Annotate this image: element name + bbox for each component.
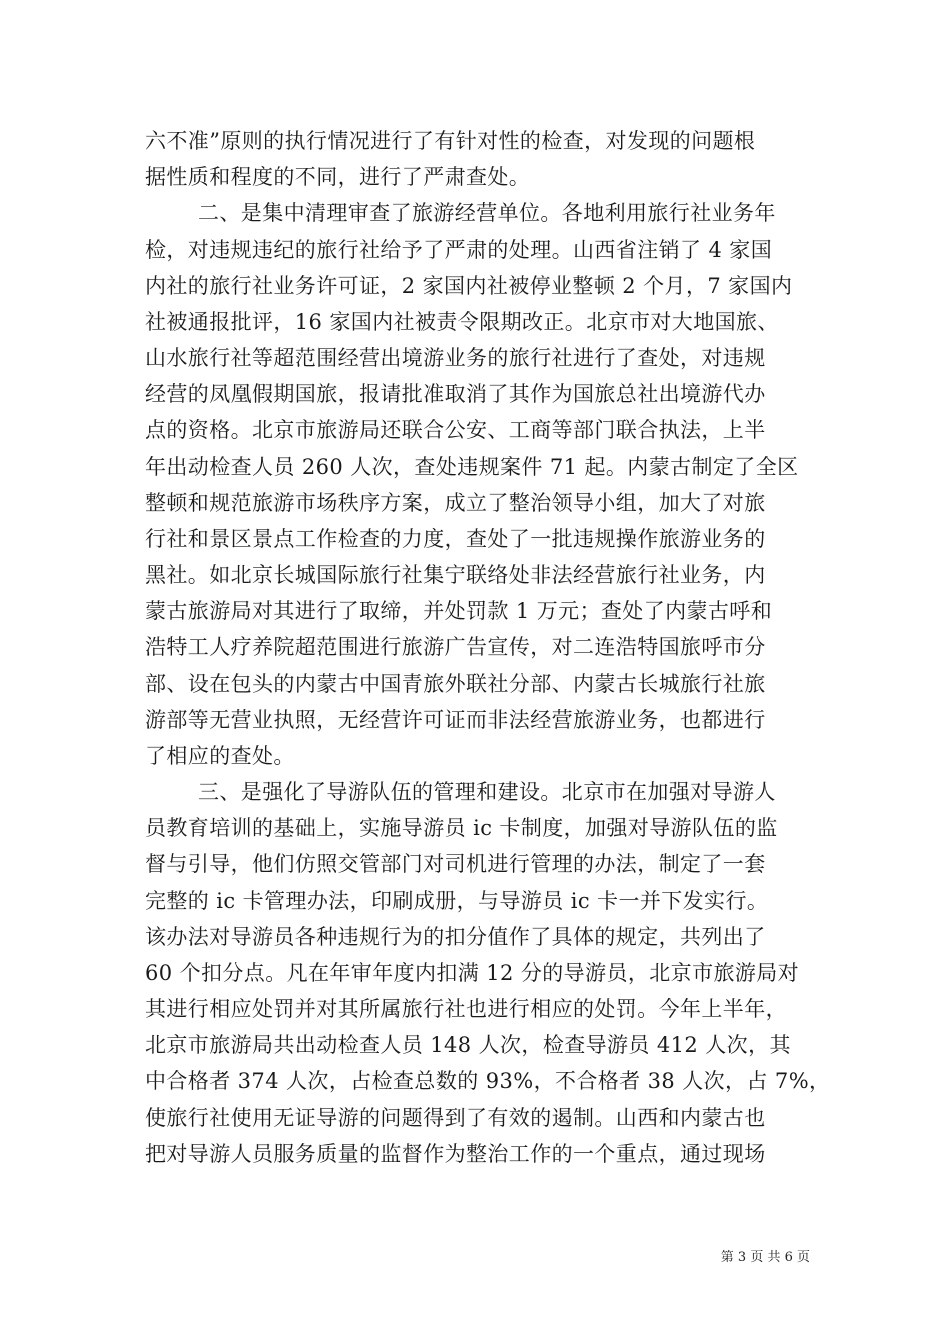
- text-line: 北京市旅游局共出动检查人员 148 人次，检查导游员 412 人次，其: [145, 1033, 791, 1057]
- page-number: 第 3 页 共 6 页: [720, 1250, 810, 1265]
- paragraph-start-line: 三、是强化了导游队伍的管理和建设。北京市在加强对导游人: [198, 780, 776, 804]
- text-line: 社被通报批评，16 家国内社被责令限期改正。北京市对大地国旅、: [145, 310, 779, 334]
- text-line: 据性质和程度的不同，进行了严肃查处。: [145, 165, 531, 189]
- text-line: 该办法对导游员各种违规行为的扣分值作了具体的规定，共列出了: [145, 925, 766, 949]
- text-line: 检，对违规违纪的旅行社给予了严肃的处理。山西省注销了 4 家国: [145, 238, 773, 262]
- text-line: 60 个扣分点。凡在年审年度内扣满 12 分的导游员，北京市旅游局对: [145, 961, 800, 985]
- text-line: 六不准”原则的执行情况进行了有针对性的检查，对发现的问题根: [145, 129, 756, 153]
- text-line: 黑社。如北京长城国际旅行社集宁联络处非法经营旅行社业务，内: [145, 563, 766, 587]
- text-line: 其进行相应处罚并对其所属旅行社也进行相应的处罚。今年上半年，: [145, 997, 787, 1021]
- text-line: 经营的凤凰假期国旅，报请批准取消了其作为国旅总社出境游代办: [145, 382, 766, 406]
- text-line: 年出动检查人员 260 人次，查处违规案件 71 起。内蒙古制定了全区: [145, 455, 799, 479]
- text-line: 完整的 ic 卡管理办法，印刷成册，与导游员 ic 卡一并下发实行。: [145, 889, 769, 913]
- text-line: 员教育培训的基础上，实施导游员 ic 卡制度，加强对导游队伍的监: [145, 816, 778, 840]
- text-line: 把对导游人员服务质量的监督作为整治工作的一个重点，通过现场: [145, 1142, 766, 1166]
- text-line: 使旅行社使用无证导游的问题得到了有效的遏制。山西和内蒙古也: [145, 1106, 766, 1130]
- text-line: 内社的旅行社业务许可证，2 家国内社被停业整顿 2 个月，7 家国内: [145, 274, 793, 298]
- text-line: 山水旅行社等超范围经营出境游业务的旅行社进行了查处，对违规: [145, 346, 766, 370]
- text-line: 了相应的查处。: [145, 744, 295, 768]
- text-line: 整顿和规范旅游市场秩序方案，成立了整治领导小组，加大了对旅: [145, 491, 766, 515]
- text-line: 游部等无营业执照，无经营许可证而非法经营旅游业务，也都进行: [145, 708, 766, 732]
- text-line: 点的资格。北京市旅游局还联合公安、工商等部门联合执法，上半: [145, 418, 766, 442]
- text-line: 督与引导，他们仿照交管部门对司机进行管理的办法，制定了一套: [145, 852, 766, 876]
- text-line: 浩特工人疗养院超范围进行旅游广告宣传，对二连浩特国旅呼市分: [145, 635, 766, 659]
- text-line: 中合格者 374 人次，占检查总数的 93%，不合格者 38 人次，占 7%，: [145, 1069, 831, 1093]
- paragraph-start-line: 二、是集中清理审查了旅游经营单位。各地利用旅行社业务年: [198, 201, 776, 225]
- text-line: 行社和景区景点工作检查的力度，查处了一批违规操作旅游业务的: [145, 527, 766, 551]
- text-line: 部、设在包头的内蒙古中国青旅外联社分部、内蒙古长城旅行社旅: [145, 672, 766, 696]
- text-line: 蒙古旅游局对其进行了取缔，并处罚款 1 万元；查处了内蒙古呼和: [145, 599, 773, 623]
